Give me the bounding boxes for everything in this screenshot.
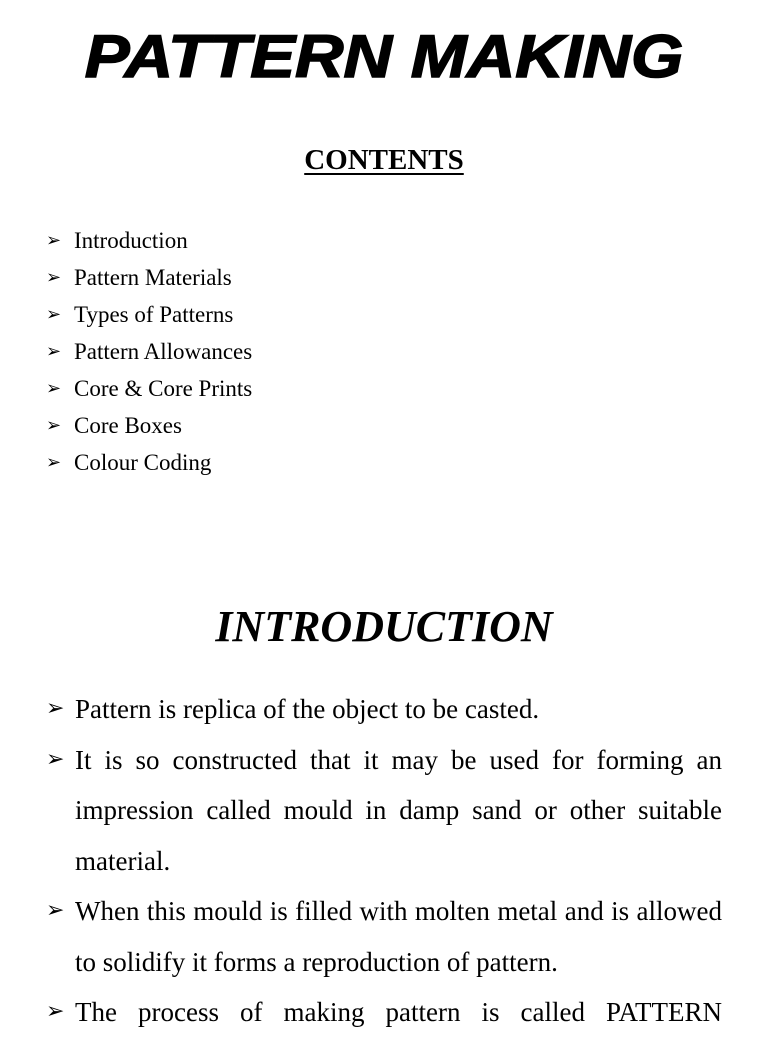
bullet-paragraph bbox=[46, 987, 722, 1038]
arrow-right-icon: ➢ bbox=[46, 229, 62, 251]
list-item-label: Colour Coding bbox=[74, 449, 212, 475]
document-title: PATTERN MAKING bbox=[84, 23, 684, 90]
arrow-right-icon: ➢ bbox=[46, 898, 65, 923]
section-heading: INTRODUCTION bbox=[215, 602, 553, 651]
arrow-right-icon: ➢ bbox=[46, 451, 62, 473]
bullet-paragraph bbox=[46, 735, 722, 887]
list-item bbox=[46, 222, 252, 259]
bullet-paragraph bbox=[46, 684, 722, 735]
arrow-right-icon: ➢ bbox=[46, 303, 62, 325]
list-item bbox=[46, 333, 252, 370]
list-item-label: Pattern Materials bbox=[74, 264, 232, 290]
arrow-right-icon: ➢ bbox=[46, 414, 62, 436]
arrow-right-icon: ➢ bbox=[46, 746, 65, 772]
arrow-right-icon: ➢ bbox=[46, 340, 62, 362]
list-item bbox=[46, 370, 252, 407]
list-item bbox=[46, 259, 252, 296]
list-item-label: Types of Patterns bbox=[74, 301, 234, 327]
arrow-right-icon: ➢ bbox=[46, 999, 65, 1024]
introduction-bullets bbox=[46, 684, 722, 1038]
list-item bbox=[46, 296, 252, 333]
bullet-text: The process of making pattern is called PATTERN bbox=[75, 997, 722, 1027]
contents-heading: CONTENTS bbox=[304, 144, 464, 176]
list-item-label: Core Boxes bbox=[74, 412, 182, 438]
bullet-paragraph bbox=[46, 886, 722, 987]
arrow-right-icon: ➢ bbox=[46, 696, 65, 721]
list-item-label: Pattern Allowances bbox=[74, 338, 253, 364]
contents-list bbox=[46, 222, 252, 481]
bullet-text: When this mould is filled with molten metal and is allowed to solidify it forms a reproduction of pattern. bbox=[75, 896, 722, 977]
bullet-text: It is so constructed that it may be used for forming an impression called mould in damp sand or other suitable material. bbox=[75, 744, 722, 876]
bullet-text: Pattern is replica of the object to be casted. bbox=[75, 694, 540, 724]
list-item bbox=[46, 444, 252, 481]
list-item-label: Core & Core Prints bbox=[74, 375, 253, 401]
list-item bbox=[46, 407, 252, 444]
list-item-label: Introduction bbox=[74, 227, 188, 253]
arrow-right-icon: ➢ bbox=[46, 377, 62, 399]
arrow-right-icon: ➢ bbox=[46, 266, 62, 288]
